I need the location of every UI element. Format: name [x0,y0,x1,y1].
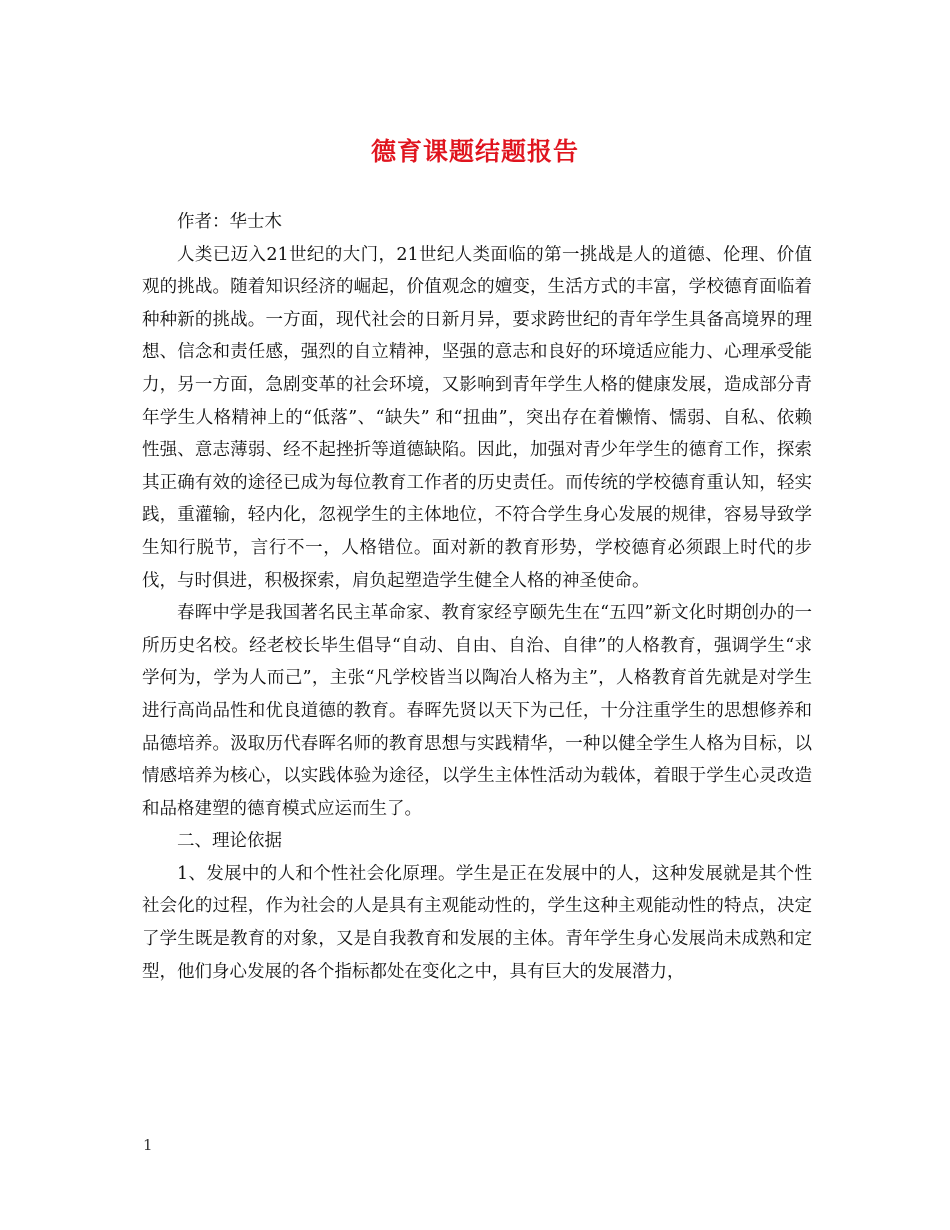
document-body [142,206,812,988]
section-heading-theory: 二、理论依据 [177,831,282,852]
author-line: 作者：华士木 [177,212,282,232]
paragraph-theory-1: 1、发展中的人和个性社会化原理。学生是正在发展中的人，这种发展就是其个性社会化的过程，作为社会的人是具有主观能动性的，学生这种主观能动性的特点，决定了学生既是教育的对象，又是自我教育和发展的主体。青年学生身心发展尚未成熟和定型，他们身心发展的各个指标都处在变化之中，具有巨大的发展潜力， [142,863,812,982]
document-title: 德育课题结题报告 [370,137,579,166]
page-number: 1 [143,1136,153,1154]
paragraph-school-history: 春晖中学是我国著名民主革命家、教育家经亨颐先生在“五四”新文化时期创办的一所历史名校。经老校长毕生倡导“自动、自由、自治、自律”的人格教育，强调学生“求学何为，学为人而己”，主张“凡学校皆当以陶冶人格为主”，人格教育首先就是对学生进行高尚品性和优良道德的教育。春晖先贤以天下为己任，十分注重学生的思想修养和品德培养。汲取历代春晖名师的教育思想与实践精华，一种以健全学生人格为目标，以情感培养为核心，以实践体验为途径，以学生主体性活动为载体，着眼于学生心灵改造和品格建塑的德育模式应运而生了。 [142,603,812,819]
paragraph-intro: 人类已迈入21世纪的大门，21世纪人类面临的第一挑战是人的道德、伦理、价值观的挑战。随着知识经济的崛起，价值观念的嬗变，生活方式的丰富，学校德育面临着种种新的挑战。一方面，现代社会的日新月异，要求跨世纪的青年学生具备高境界的理想、信念和责任感，强烈的自立精神，坚强的意志和良好的环境适应能力、心理承受能力，另一方面，急剧变革的社会环境，又影响到青年学生人格的健康发展，造成部分青年学生人格精神上的“低落”、“缺失” 和“扭曲”，突出存在着懒惰、懦弱、自私、依赖性强、意志薄弱、经不起挫折等道德缺陷。因此，加强对青少年学生的德育工作，探索其正确有效的途径已成为每位教育工作者的历史责任。而传统的学校德育重认知，轻实践，重灌输，轻内化，忽视学生的主体地位，不符合学生身心发展的规律，容易导致学生知行脱节，言行不一，人格错位。面对新的教育形势，学校德育必须跟上时代的步伐，与时俱进，积极探索，肩负起塑造学生健全人格的神圣使命。 [142,244,812,591]
